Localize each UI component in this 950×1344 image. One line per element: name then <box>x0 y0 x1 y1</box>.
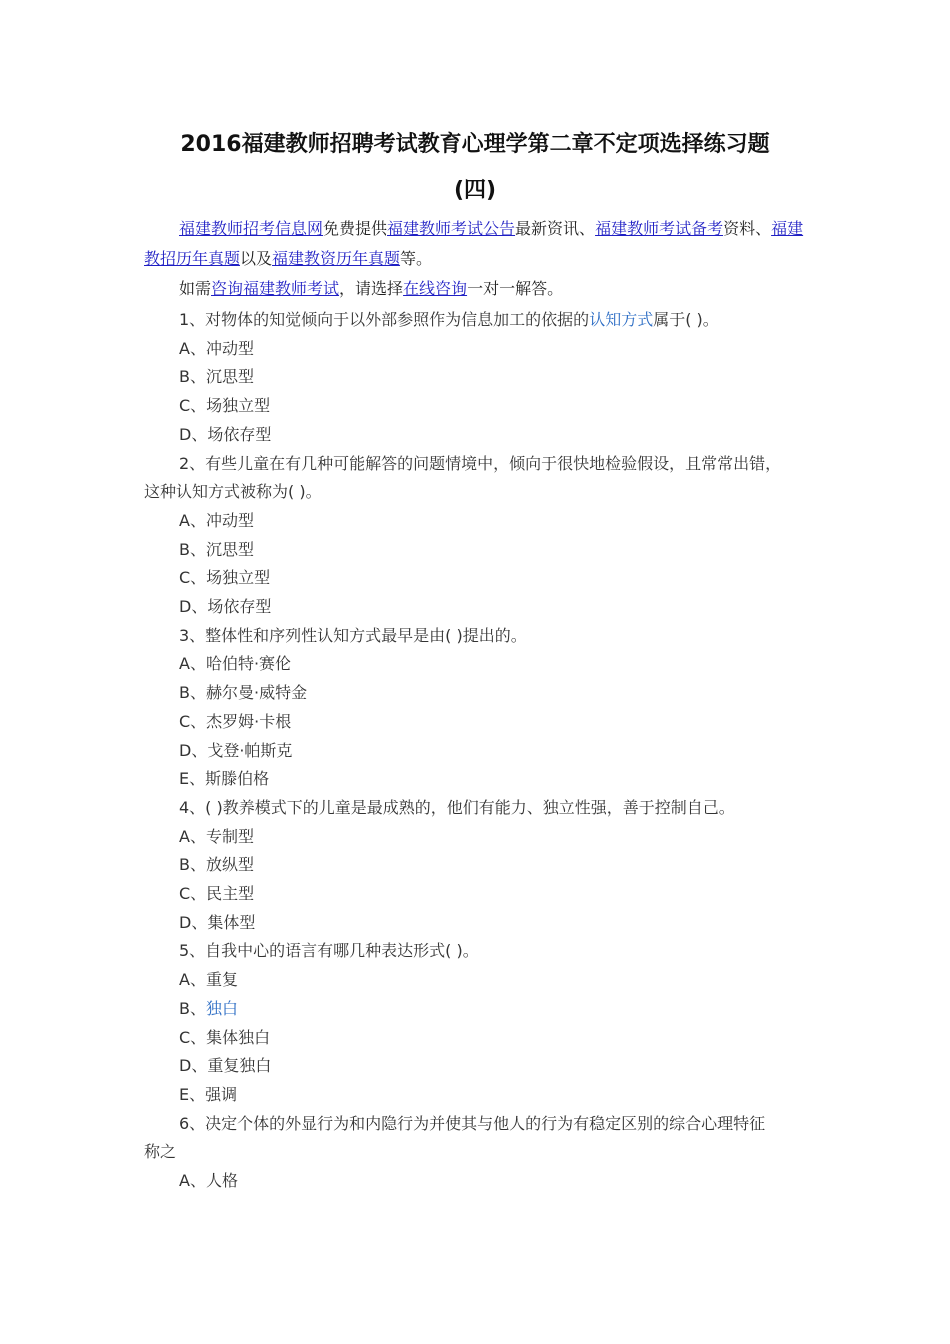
question-2-option: C、场独立型 <box>179 568 271 588</box>
question-3-option: B、赫尔曼·威特金 <box>179 683 308 703</box>
keyword-highlight[interactable]: 认知方式 <box>589 310 654 329</box>
intro-text: 免费提供 <box>323 219 388 238</box>
intro-text: 最新资讯、 <box>515 219 596 238</box>
question-5-option: E、强调 <box>179 1084 238 1104</box>
question-4-option: D、集体型 <box>179 912 256 932</box>
question-4-stem: 4、( )教养模式下的儿童是最成熟的，他们有能力、独立性强，善于控制自己。 <box>179 797 735 817</box>
intro-text: 以及 <box>240 249 273 268</box>
title-line-1: 2016福建教师招聘考试教育心理学第二章不定项选择练习题 <box>180 132 770 157</box>
question-2-stem-cont: 这种认知方式被称为( )。 <box>144 482 322 502</box>
link-past-exams[interactable]: 福建教招历年真题 <box>144 219 804 268</box>
question-1-option: A、冲动型 <box>179 338 254 358</box>
intro-text: ，请选择 <box>339 279 404 298</box>
document-title <box>144 122 806 214</box>
question-4-option: A、专制型 <box>179 826 254 846</box>
question-1-stem <box>144 306 806 335</box>
intro-paragraph-1 <box>144 214 806 274</box>
intro-text: 如需 <box>179 279 212 298</box>
title-line-2: (四) <box>453 178 497 203</box>
question-2-option: D、场依存型 <box>179 597 272 617</box>
question-2-stem: 2、有些儿童在有几种可能解答的问题情境中，倾向于很快地检验假设，且常常出错， <box>179 453 782 473</box>
link-consult[interactable]: 咨询福建教师考试 <box>211 279 340 298</box>
question-1-option: D、场依存型 <box>179 424 272 444</box>
question-3-stem: 3、整体性和序列性认知方式最早是由( )提出的。 <box>179 625 527 645</box>
question-6-stem: 6、决定个体的外显行为和内隐行为并使其与他人的行为有稳定区别的综合心理特征 <box>179 1113 766 1133</box>
question-1-option: C、场独立型 <box>179 396 271 416</box>
option-prefix: B、 <box>179 998 206 1018</box>
question-5-stem: 5、自我中心的语言有哪几种表达形式( )。 <box>179 941 479 961</box>
question-1-option: B、沉思型 <box>179 367 254 387</box>
question-3-option: A、哈伯特·赛伦 <box>179 654 292 674</box>
question-6-stem-cont: 称之 <box>144 1142 177 1162</box>
question-4-option: B、放纵型 <box>179 855 254 875</box>
question-5-option: A、重复 <box>179 970 238 990</box>
link-qualification-exams[interactable]: 福建教资历年真题 <box>272 249 401 268</box>
question-3-option: D、戈登·帕斯克 <box>179 740 293 760</box>
link-exam-notice[interactable]: 福建教师考试公告 <box>387 219 516 238</box>
question-3-option: C、杰罗姆·卡根 <box>179 711 292 731</box>
intro-text: 一对一解答。 <box>467 279 564 298</box>
link-info-site[interactable]: 福建教师招考信息网 <box>179 219 324 238</box>
question-5-option: D、重复独白 <box>179 1056 272 1076</box>
link-online-consult[interactable]: 在线咨询 <box>403 279 468 298</box>
question-2-option: B、沉思型 <box>179 539 254 559</box>
stem-text: 属于( )。 <box>653 310 719 329</box>
question-2-option: A、冲动型 <box>179 510 254 530</box>
intro-text: 等。 <box>400 249 433 268</box>
question-3-option: E、斯滕伯格 <box>179 769 270 789</box>
keyword-highlight[interactable]: 独白 <box>205 998 238 1018</box>
stem-text: 1、对物体的知觉倾向于以外部参照作为信息加工的依据的 <box>179 310 590 329</box>
question-4-option: C、民主型 <box>179 884 255 904</box>
question-6-option: A、人格 <box>179 1171 238 1191</box>
question-5-option: C、集体独白 <box>179 1027 271 1047</box>
question-5-option <box>144 995 806 1024</box>
link-exam-prep[interactable]: 福建教师考试备考 <box>595 219 724 238</box>
intro-paragraph-2 <box>144 274 806 304</box>
document-page <box>144 122 806 1196</box>
intro-text: 资料、 <box>723 219 772 238</box>
